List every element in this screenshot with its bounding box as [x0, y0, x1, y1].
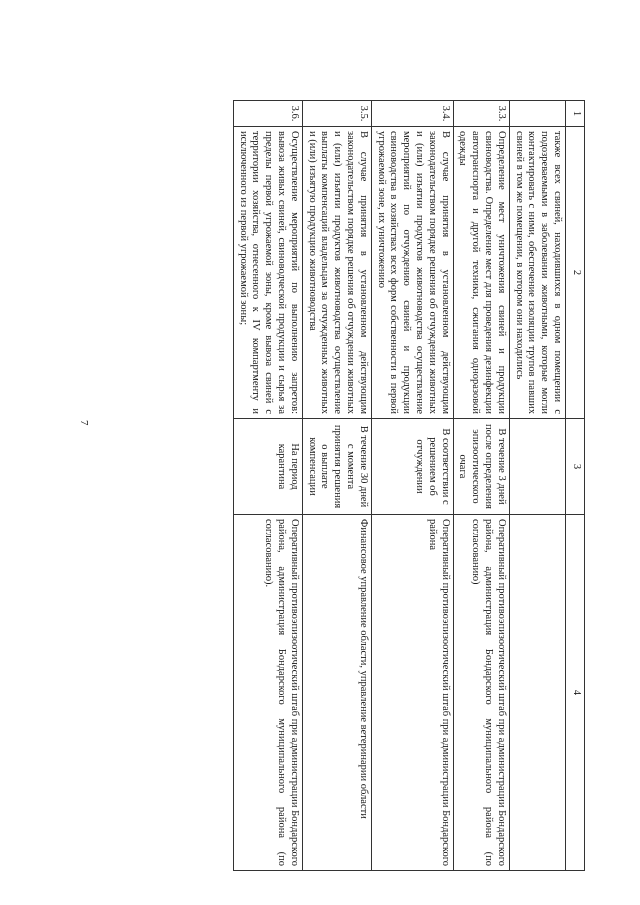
row-number: [509, 101, 565, 127]
table-row: [509, 101, 565, 871]
rotated-table-wrapper: [120, 100, 585, 870]
row-responsible: [509, 515, 565, 871]
row-measure: Осуществление мероприятий по выполнению запретов: вывоза живых свиней, свиноводческой продукции и сырья за пределы первой угрожаемой зоны, кроме вывоза свиней с территории хозяйства, отнесенного к IV компартменту и исключенного из первой угрожаемой зоны;: [233, 127, 302, 419]
table-row: [302, 101, 371, 871]
table-row: [233, 101, 302, 871]
header-col-2: 2: [566, 127, 585, 419]
header-row: [566, 101, 585, 871]
row-number: 3.4.: [371, 101, 453, 127]
row-measure: В случае принятия в установленном действующим законодательством порядке решения об отчуждении животных и (или) изъятии продуктов животноводства осуществление выплаты компенсаций владельцам за отчужденных животных и (или) изъятую продукцию животноводства: [302, 127, 371, 419]
header-col-4: 4: [566, 515, 585, 871]
row-responsible: Финансовое управление области, управление ветеринарии области: [302, 515, 371, 871]
row-term: На период карантина: [233, 419, 302, 515]
row-term: В соответствии с решением об отчуждении: [371, 419, 453, 515]
row-term: В течение 30 дней с момента принятия решения о выплате компенсации: [302, 419, 371, 515]
row-measure: Определение мест уничтожения свиней и продукции свиноводства. Определение мест для проведения дезинфекции автотранспорта и другой техники, сжигания одноразовой одежды: [453, 127, 509, 419]
row-responsible: Оперативный противоэпизоотический штаб при администрации Бондарского района, администрация Бондарского муниципального района (по согласованию).: [233, 515, 302, 871]
row-responsible: Оперативный противоэпизоотический штаб при администрации Бондарского района, администрация Бондарского муниципального района (по согласованию): [453, 515, 509, 871]
header-col-3: 3: [566, 419, 585, 515]
page-number: 7: [78, 420, 90, 426]
row-number: 3.3.: [453, 101, 509, 127]
row-measure: В случае принятия в установленном действующим законодательством порядке решения об отчуждении животных и (или) изъятии продуктов животноводства осуществление мероприятий по отчуждению свиней и продукции свиноводства в хозяйствах всех форм собственности в первой угрожаемой зоне, их уничтожению: [371, 127, 453, 419]
table-row: [371, 101, 453, 871]
row-term: [509, 419, 565, 515]
table-row: [453, 101, 509, 871]
row-measure: также всех свиней, находившихся в одном помещении с подозреваемыми в заболевании животными, которые могли контактировать с ними, обеспечение изоляции трупов павших свиней в том же помещении, в котором они находились: [509, 127, 565, 419]
row-number: 3.6.: [233, 101, 302, 127]
row-number: 3.5.: [302, 101, 371, 127]
row-term: В течение 3 дней после определения эпизоотического очага: [453, 419, 509, 515]
row-responsible: Оперативный противоэпизоотический штаб при администрации Бондарского района: [371, 515, 453, 871]
measures-table: [233, 100, 585, 871]
header-col-1: 1: [566, 101, 585, 127]
